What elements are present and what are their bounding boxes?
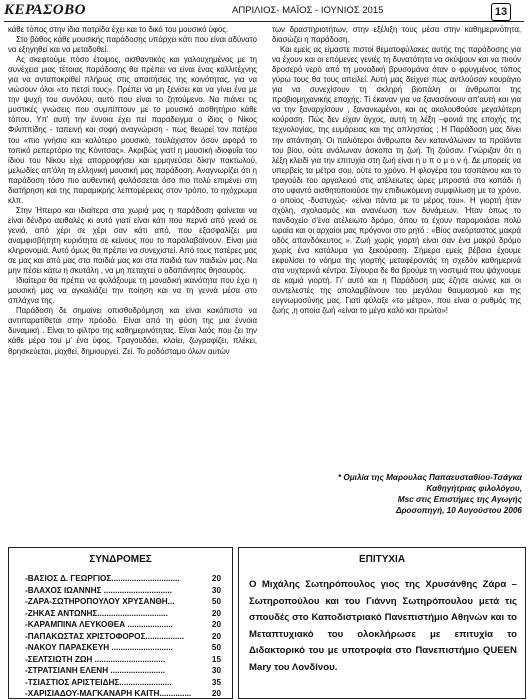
subscription-amount: 20 xyxy=(211,574,221,583)
signature-line: Msc στις Επιστήμες της Αγωγής xyxy=(397,495,522,504)
list-item xyxy=(25,654,221,666)
header-rule xyxy=(4,21,524,22)
subscription-amount: 30 xyxy=(211,585,221,595)
list-item xyxy=(25,688,221,700)
signature-line: * Ομιλία της Μαρουλας Παπαευσταθίου-Τσάγκα xyxy=(337,473,522,482)
paragraph: Στην Ήπειρο και ιδιαίτερα στα χωριά μας η παράδοση φαίνεται να είναι δένδρο αειθαλές κι αυτό γιατί είναι κάτι που περνά από γενιά σε γενιά, από χέρι σε χέρι σαν κάτι από, που εξασφαλίζει μια αναμφισβήτητη κυριότητα σε κείνους που το παραλαβαίνουν. Είναι μια κληρονομιά. Αυτό όμως θα πρέπει να συνεχιστεί. Από τους πατέρες μας σε μας και από μας στα παιδιά μας και στα παιδιά των παιδιών μας. Να μην πέσει κάτω η σκυτάλη , να μη πεταχτεί ο αδαπάνητος θησαυρός. xyxy=(8,205,257,276)
success-text: Ο Μιχάλης Σωτηρόπουλος γιος της Χρυσάνθης Ζάρα – Σωτηροπούλου και του Γιάννη Σωτηρόπουλου μετά τις σπουδές στο Καποδιστριακό Πανεπιστήμιο Αθηνών και το Μεταπτυχιακό του ολοκλήρωσε με επιτυχία το Διδακτορικό του με υποτροφία στο Πανεπιστήμιο QUEEN Mary του Λονδίνου. xyxy=(249,579,517,673)
subscription-amount: 50 xyxy=(211,643,221,652)
subscriptions-list xyxy=(25,573,232,700)
issue-date: ΑΠΡΙΛΙΟΣ- ΜΑΪΟΣ - ΙΟΥΝΙΟΣ 2015 xyxy=(232,5,384,16)
subscription-amount: 20 xyxy=(211,608,221,618)
subscriber-name: -ΖΗΚΑΣ ΑΝΤΩΝΗΣ............................... xyxy=(25,608,168,618)
list-item xyxy=(25,677,221,689)
subscriber-name: -ΒΛΑΧΟΣ ΙΩΑΝΝΗΣ .............................. xyxy=(25,585,172,595)
subscription-amount: 50 xyxy=(211,597,221,606)
subscriber-name: -ΝΑΚΟΥ ΠΑΡΑΣΚΕΥΗ ........................... xyxy=(25,643,173,652)
signature-line: Καθηγήτριας φιλολόγου, xyxy=(426,484,522,493)
paragraph: Και εμείς ας είμαστε πιστοί θεματοφύλακες αυτής της παράδοσης για να έχουν και οι επόμενες γενιές τη δυνατότητα να σκύψουν και να πιούν δροσερό νερό από τη μοναδική βρυσομάνα όταν ο φρυγμένος τόπος γύρω τους θα τους απειλεί. Αυτή μας δείχνει πως αντλούσαν κουράγιο για να συνεχίσουν τη σκληρή βιοπάλη οι άνθρωποι της προβιομηχανικής εποχής. Τί έκαναν για να ξανασάνουν απ'αυτή και για να την ξαναρχίσουν , ξανανιωμένοι, και ας ακολουθούσε μεγαλύτερη κούραση. Πώς δεν είχαν άγχος, αυτή τη λέξη –φονιά της εποχής της τεχνολογίας, της ευμάρειας και της απληστίας ; Η Παράδοση μας δίνει την απάντηση. Οι παλιότεροι άνθρωποι δεν κατανάλωναν τα προϊόντα του βίου, ούτε ανάλωναν άσκοπα τη ζωή. Τη ζούσαν. Γνώριζαν ότι η λέξη κλειδί για την επιτυχία στη ζωή είναι η υ π ο μ ο ν ή. Δε μπορείς να υπερβείς τα μέτρα σου, ούτε το χρόνο. Η φλογέρα του τσοπάνου και το τραγούδι του αργαλειού στις ατέλειωτες ώρες μπροστά στο κοπάδι ή στο υφαντό αισθητοποιούσε την επιδιωκόμενη συμφιλίωση με το χρόνο, ο οποίος -δυστυχώς- «είναι πάντα με το μέρος του». Η γιορτή ήταν σχόλη, σχολασμός και ανανέωση των δυνάμεων. Ήταν όπως το πανδοχείο σ'ένα ατέλειωτο δρόμο, όπου το έχουν παρομοιάσει πολύ ωραία και οι αρχαίοι μας πρόγονοι στο ρητό : «Βίος ανεόρταστος μακρά οδός απανδόκευτος ». Ζωή χωρίς γιορτή είναι σαν ένα μακρύ δρόμο χωρίς ένα κατάλυμα για ξεκούραση. Σήμερα εμείς βέβαια έχουμε εκφυλίσει το νόημα της γιορτής μεταφέροντάς τη σχεδόν καθημερινά στα νυχτερινά κέντρα. Σίγουρα δε θα βρούμε τη νοστιμιά που ψάχνουμε σε καμιά γιορτή. Γι' αυτό και η Παράδοση μας έζησε αιώνες και οι συντελεστές της απολαμβάνουν του μεγάλου θαυμασμού και της ευγνωμοσύνης μας. Γιατί φύλαξε «το μέτρο», που είναι ο ρυθμός της ζωής ,η οποία ζωή «είναι το μέγα καλό και πρώτο»! xyxy=(272,45,521,316)
subscription-amount: 35 xyxy=(211,677,221,687)
subscription-amount: 20 xyxy=(211,689,221,698)
list-item xyxy=(25,608,221,620)
subscriptions-box xyxy=(8,547,233,699)
masthead-title: ΚΕΡΑΣΟΒΟ xyxy=(4,2,86,18)
list-item xyxy=(25,631,221,643)
author-signature xyxy=(285,472,522,516)
subscriber-name: -ΒΑΣΙΟΣ Δ. ΓΕΩΡΓΙΟΣ.............................. xyxy=(25,574,180,583)
signature-line: Δροσοπηγή, 10 Αυγούστου 2006 xyxy=(395,506,522,515)
paragraph: Στο βάθος κάθε μουσικής παράδοσης υπάρχει κάτι που είναι αδύνατο να εξηγηθεί και να μεταδοθεί. xyxy=(8,35,257,55)
subscription-amount: 30 xyxy=(211,666,221,675)
paragraph: Ιδιαίτερα θα πρέπει να φυλάξουμε τη μοναδική ικανότητα που έχει η μουσική μας να αγκαλιάζει την ποίηση και να τη γεννά μέσα στο σπλάχνα της. xyxy=(8,276,257,306)
subscriber-name: -ΠΑΠΑΚΩΣΤΑΣ ΧΡΙΣΤΟΦΟΡΟΣ................. xyxy=(25,631,185,641)
success-title: ΕΠΙΤΥΧΙΑ xyxy=(358,554,406,565)
paragraph: Παράδοση δε σημαίνει οπισθοδρόμηση και είναι κακόπιστο να αντιπαρατίθεται στην πρόοδο. Είναι από τη φύση της μια έννοια δυναμική . Είναι το φίλτρο της καθημερινότητας. Είναι λαός που ζει την κάθε μέρα του μ' ένα ύφος. Τραγουδάει, κλαίει, ζωγραφίζει, πλέκει, θρησκεύεται, μοχθεί, δημιουργεί. Ζεί. Το ροδόσταμο όλων αυτών xyxy=(8,306,257,356)
subscription-amount: 20 xyxy=(211,631,221,641)
subscription-amount: 15 xyxy=(211,654,221,664)
article-left-column xyxy=(8,25,257,357)
page-number: 13 xyxy=(491,3,511,21)
paragraph: των δραστηριοτήτων, στην εξέλιξη τους μέσα στην καθημερινότητα, διασώζει η παράδοση. xyxy=(272,25,521,45)
page-header xyxy=(0,0,531,24)
subscription-amount: 20 xyxy=(211,620,221,629)
subscriber-name: -ΖΑΡΑ-ΣΩΤΗΡΟΠΟΥΛΟΥ ΧΡΥΣΑΝΘΗ... xyxy=(25,597,175,606)
list-item xyxy=(25,585,221,597)
subscriber-name: -ΣΤΡΑΤΣΙΑΝΗ ΕΛΕΝΗ ........................ xyxy=(25,666,166,675)
list-item xyxy=(25,665,221,677)
list-item xyxy=(25,619,221,631)
success-box xyxy=(238,547,526,699)
paragraph: κάθε τόπος στην ίδια πατρίδα έχει και το δικό του μουσικό ύφος. xyxy=(8,25,229,34)
list-item xyxy=(25,642,221,654)
list-item xyxy=(25,573,221,585)
subscriber-name: -ΤΣΙΑΣΤΙΟΣ ΑΡΙΣΤΕΙΔΗΣ....................... xyxy=(25,677,172,687)
subscriptions-title: ΣΥΝΔΡΟΜΕΣ xyxy=(89,554,152,565)
list-item xyxy=(25,596,221,608)
subscriber-name: -ΣΕΛΤΣΙΩΤΗ ΖΩΗ ............................... xyxy=(25,654,166,664)
subscriber-name: -ΚΑΡΑΜΠΙΝΑ ΛΕΥΚΟΘΕΑ .................... xyxy=(25,620,173,629)
subscriber-name: -ΧΑΡΙΣΙΑΔΟΥ-ΜΑΓΚΑΝΑΡΗ ΚΑΙΤΗ.............. xyxy=(25,689,192,698)
paragraph: Ας σκεφτούμε πόσο έτοιμος, αισθαντικός και γαλουχημένος με τη συνέχεια μιας τέτοιας παράδοσης θα πρέπει να είναι ένας καλλιτέχνης για να ανταποκριθεί πλήρως στις απαιτήσεις της κοινότητας, για να νιώσουν όλοι «το πετσί τους». Πρέπει να μη ξενίσει και να γίνει ένα με την ψυχή του συνόλου, αυτό που είναι το ζητούμενο. Να πιάνει τις μυστικές γνώσεις που συμπίπτουν με το μουσικό αισθητήριο κάθε τόπου. Υπ' αυτή την έννοια έχει πεί παραδειγμα ο ίδιος ο Νίκος Φιλιππίδης - ταπεινή και σοφή αναγνώριση - πως θεωρεί τον πατέρα του «πιο γνήσιο και καλύτερο μουσικό, τουλάχιστον όσον αφορά το τοπικό ρεπερτόριο της Κόνιτσας». Ακριβώς γιατί η μουσική ιδιοφυΐα του ίδιου του Νίκου είχε απορροφήσει και ερμηνεύσει δίκην πακτωλού, μελωδίες απ'όλη τη ελληνική μουσική μας παράδοση. Αναγνωρίζει ότι η παράδοση τόσο πιο αυθεντική φυλάσσεται όσο πιο πολύ επιμένει στη διατήρηση και της παραμικρής λεπτομέρειας στον τρόπο, το ηχόχρωμα κλπ. xyxy=(8,55,257,205)
article-right-column xyxy=(272,25,521,316)
